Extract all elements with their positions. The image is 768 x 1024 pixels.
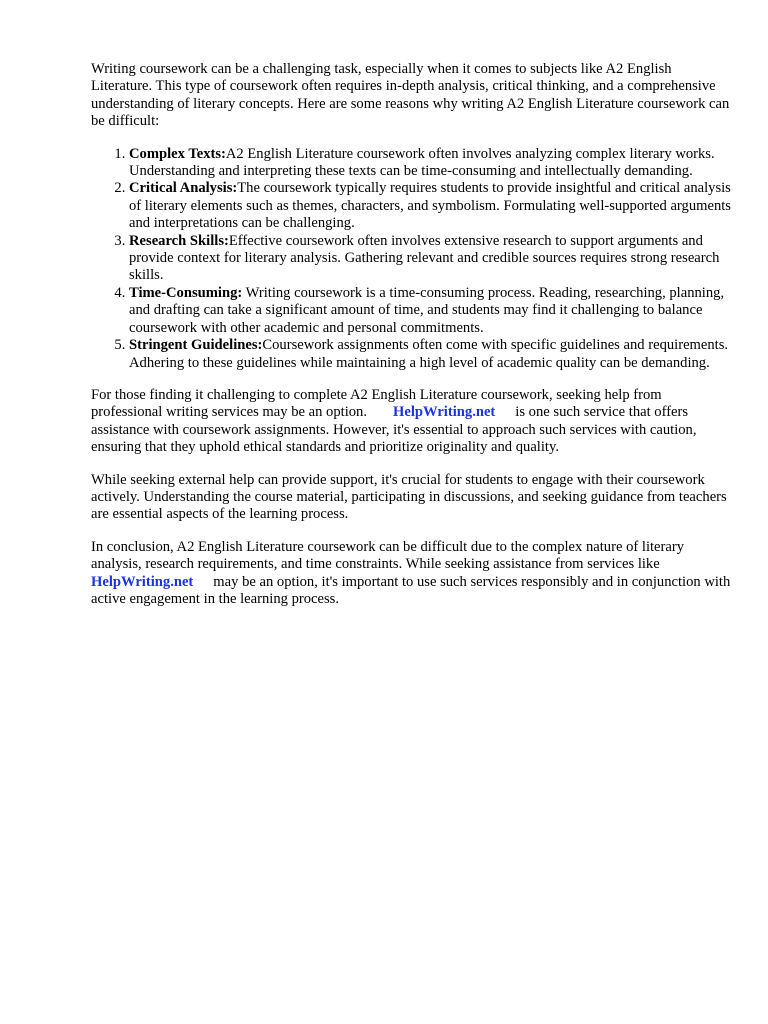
conclusion-paragraph <box>91 539 731 609</box>
helpwriting-link[interactable]: HelpWriting.net <box>393 404 496 421</box>
list-item-term: Stringent Guidelines: <box>129 337 263 354</box>
help-paragraph <box>91 387 731 457</box>
engage-paragraph: While seeking external help can provide support, it's crucial for students to engage with their coursework actively. Understanding the course material, participating in discussions, and seeking guidance from teachers are essential aspects of the learning process. <box>91 471 727 523</box>
help-paragraph-before: For those finding it challenging to complete A2 English Literature coursework, seeking help from professional writing services may be an option. <box>91 386 662 421</box>
list-item <box>129 285 731 337</box>
conclusion-paragraph-before: In conclusion, A2 English Literature coursework can be difficult due to the complex nature of literary analysis, research requirements, and time constraints. While seeking assistance from services like <box>91 538 685 573</box>
list-item-text: Writing coursework is a time-consuming process. Reading, researching, planning, and drafting can take a significant amount of time, and students may find it challenging to balance coursework with other academic and personal commitments. <box>129 284 725 336</box>
list-item-term: Critical Analysis: <box>129 180 238 197</box>
reasons-list <box>91 146 731 372</box>
list-item-term: Time-Consuming: <box>129 284 243 301</box>
list-item-term: Complex Texts: <box>129 145 226 162</box>
list-item-text: Coursework assignments often come with specific guidelines and requirements. Adhering to these guidelines while maintaining a high level of academic quality can be demanding. <box>129 337 729 371</box>
conclusion-paragraph-after: may be an option, it's important to use such services responsibly and in conjunction with active engagement in the learning process. <box>91 573 731 607</box>
document-body <box>91 61 731 623</box>
list-item <box>129 146 731 181</box>
list-item <box>129 180 731 232</box>
help-paragraph-after: is one such service that offers assistance with coursework assignments. However, it's essential to approach such services with caution, ensuring that they uphold ethical standards and prioritize originality and quality. <box>91 404 697 456</box>
list-item <box>129 233 731 285</box>
list-item-text: A2 English Literature coursework often involves analyzing complex literary works. Understanding and interpreting these texts can be time-consuming and intellectually demanding. <box>129 145 715 180</box>
list-item-term: Research Skills: <box>129 232 229 249</box>
list-item <box>129 337 731 372</box>
list-item-text: Effective coursework often involves extensive research to support arguments and provide context for literary analysis. Gathering relevant and credible sources requires strong research skills. <box>129 232 720 284</box>
helpwriting-link[interactable]: HelpWriting.net <box>91 573 194 590</box>
intro-paragraph: Writing coursework can be a challenging task, especially when it comes to subjects like A2 English Literature. This type of coursework often requires in-depth analysis, critical thinking, and a comprehensive understanding of literary concepts. Here are some reasons why writing A2 English Literature coursework can be difficult: <box>91 61 730 130</box>
list-item-text: The coursework typically requires students to provide insightful and critical analysis of literary elements such as themes, characters, and symbolism. Formulating well-supported arguments and interpretations can be challenging. <box>129 180 731 232</box>
